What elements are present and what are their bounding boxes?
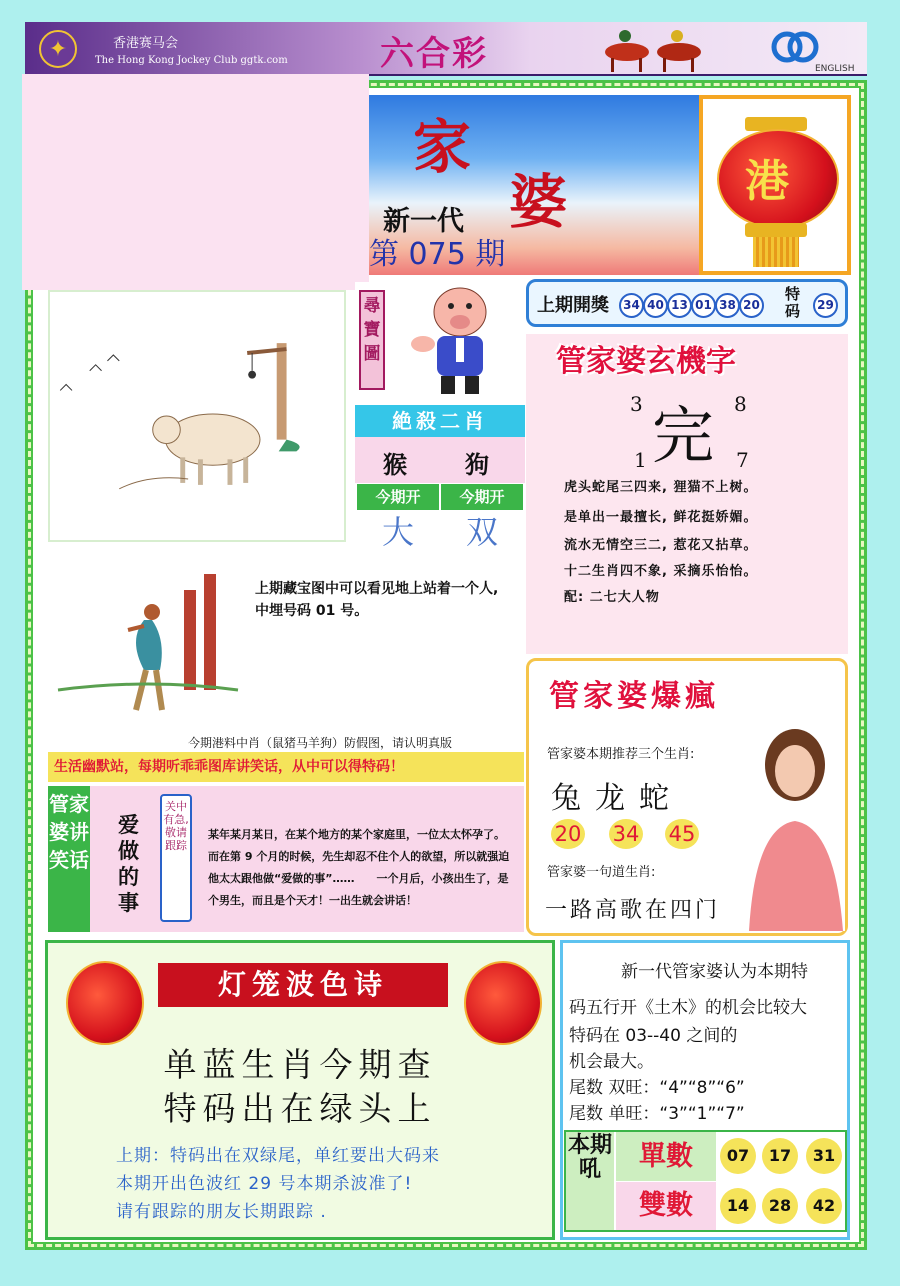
pig-mascot-icon: [405, 282, 515, 398]
mystic-number: 3: [630, 392, 643, 416]
joke-body: 某年某月某日，在某个地方的某个家庭里，一位太太怀孕了。而在第 9 个月的时候，先生却忍不住个人的欲望，所以就强迫他太太跟他做“爱做的事”…… 一个月后，小孩出生了，是个男生，而且是个天才！一出生就会讲话！: [208, 828, 510, 907]
lantern-left-icon: [66, 961, 144, 1045]
title-char-po: 婆: [509, 168, 568, 236]
mystic-number: 8: [734, 392, 747, 416]
even-number: 14: [720, 1188, 756, 1224]
tip-line: 特码在 03--40 之间的: [569, 1026, 738, 1046]
joke-title: 爱做的事: [118, 813, 139, 915]
poem-note: 本期开出色波红 29 号本期杀波准了!: [116, 1174, 413, 1194]
mystic-number: 1: [634, 448, 647, 472]
hot-title: 管家婆爆瘋: [549, 679, 719, 714]
racing-horses-icon: [597, 24, 717, 74]
mystic-line: 十二生肖四不象, 采摘乐怡怡。: [564, 564, 758, 579]
draw-ball: 13: [667, 293, 692, 318]
draw-ball: 01: [691, 293, 716, 318]
lantern-char: 港: [745, 156, 789, 207]
title-banner: [369, 95, 699, 275]
subtitle: 新一代: [383, 206, 464, 237]
odd-number: 31: [806, 1138, 842, 1174]
man-pointing-image: [48, 560, 248, 725]
kill-zodiac-item: 狗: [465, 451, 489, 479]
saying-label: 管家婆一句道生肖:: [547, 865, 656, 880]
poem-line: 单蓝生肖今期查: [163, 1045, 437, 1084]
mystic-line: 是单出一最擅长, 鲜花挺娇媚。: [564, 510, 758, 525]
open-value: 大: [381, 513, 414, 551]
recommend-zodiac: 兔龙蛇: [551, 781, 683, 816]
treasure-panel: [355, 282, 525, 400]
even-label: 雙數: [616, 1182, 716, 1230]
draw-ball: 34: [619, 293, 644, 318]
open-header: 今期开: [357, 484, 439, 510]
kill-two-values: [355, 437, 525, 483]
hkjc-name-cn: 香港赛马会: [113, 36, 179, 51]
odd-number: 17: [762, 1138, 798, 1174]
woman-photo-image: [739, 717, 845, 931]
poem-note: 请有跟踪的朋友长期跟踪 .: [116, 1202, 327, 1222]
poem-line: 特码出在绿头上: [163, 1089, 437, 1128]
previous-draw-bar: [526, 279, 848, 327]
lantern-tassel: [753, 237, 799, 267]
header-bar: [25, 22, 867, 76]
mystic-line: 虎头蛇尾三四来, 狸猫不上树。: [564, 480, 758, 495]
mystic-line: 流水无情空三二, 惹花又拈草。: [564, 538, 758, 553]
mystic-number: 7: [736, 448, 749, 472]
anti-fake-caption: 今期港料中肖（鼠猪马羊狗）防假图，请认明真版: [187, 736, 452, 750]
even-number: 28: [762, 1188, 798, 1224]
this-period-open: [355, 484, 525, 554]
hkjc-rings-logo-icon[interactable]: [765, 30, 825, 64]
tip-line: 机会最大。: [569, 1052, 654, 1072]
saying-text: 一路高歌在四门: [545, 898, 721, 923]
draw-ball: 40: [643, 293, 668, 318]
title-char-jia: 家: [413, 113, 472, 181]
lantern-right-icon: [464, 961, 542, 1045]
tip-line: 尾数 双旺：“4”“8”“6”: [569, 1078, 745, 1098]
tip-line: 新一代管家婆认为本期特: [621, 962, 808, 982]
kill-zodiac-item: 猴: [383, 451, 407, 479]
treasure-map-image: [48, 290, 346, 542]
joke-panel: [48, 786, 524, 932]
open-header: 今期开: [441, 484, 523, 510]
odd-number: 07: [720, 1138, 756, 1174]
recommend-number: 20: [551, 819, 585, 849]
lantern-panel: [699, 95, 851, 275]
kill-two-title: 絶殺二肖: [355, 405, 525, 437]
recommend-number: 34: [609, 819, 643, 849]
hkjc-name-en: The Hong Kong Jockey Club ggtk.com: [95, 55, 288, 66]
open-value: 双: [465, 513, 498, 551]
draw-ball: 20: [739, 293, 764, 318]
shout-label: 本期吼: [566, 1132, 614, 1230]
mystic-word-title: 管家婆玄機字: [556, 344, 736, 379]
poem-title: 灯笼波色诗: [158, 963, 448, 1007]
recommend-number: 45: [665, 819, 699, 849]
treasure-explanation: 上期藏宝图中可以看见地上站着一个人, 中埋号码 01 号。: [255, 581, 499, 619]
treasure-label: 尋寶圖: [359, 290, 385, 390]
poem-note: 上期：特码出在双绿尾，单红要出大码来: [116, 1146, 440, 1166]
tip-line: 码五行开《土木》的机会比较大: [569, 998, 807, 1018]
special-label: 特码: [785, 285, 801, 320]
special-ball: 29: [813, 293, 838, 318]
hkjc-logo-icon[interactable]: ✦: [39, 30, 77, 68]
odd-even-panel: [564, 1130, 847, 1232]
lantern-base: [745, 223, 807, 237]
mark-six-title: 六合彩: [380, 34, 488, 74]
english-link[interactable]: ENGLISH: [815, 64, 855, 74]
hot-recommend-panel: [526, 658, 848, 936]
blank-panel: [22, 74, 369, 290]
draw-ball: 38: [715, 293, 740, 318]
even-number: 42: [806, 1188, 842, 1224]
recommend-label: 管家婆本期推荐三个生肖:: [547, 747, 695, 762]
previous-draw-label: 上期開獎: [537, 295, 609, 316]
issue-number: 第 075 期: [369, 237, 506, 272]
odd-label: 單數: [616, 1132, 716, 1181]
joke-side-label: 管家婆讲笑话: [48, 786, 90, 932]
tip-line: 尾数 单旺：“3”“1”“7”: [569, 1104, 745, 1124]
joke-tag: 关中有急, 敬请跟踪: [160, 794, 192, 922]
mystic-line: 配: 二七大人物: [564, 590, 660, 605]
mystic-character: 完: [652, 399, 715, 472]
humor-strip: 生活幽默站，每期听乖乖图库讲笑话，从中可以得特码！: [48, 752, 524, 782]
lantern-poem-panel: [45, 940, 555, 1240]
mystic-word-panel: [526, 334, 848, 654]
